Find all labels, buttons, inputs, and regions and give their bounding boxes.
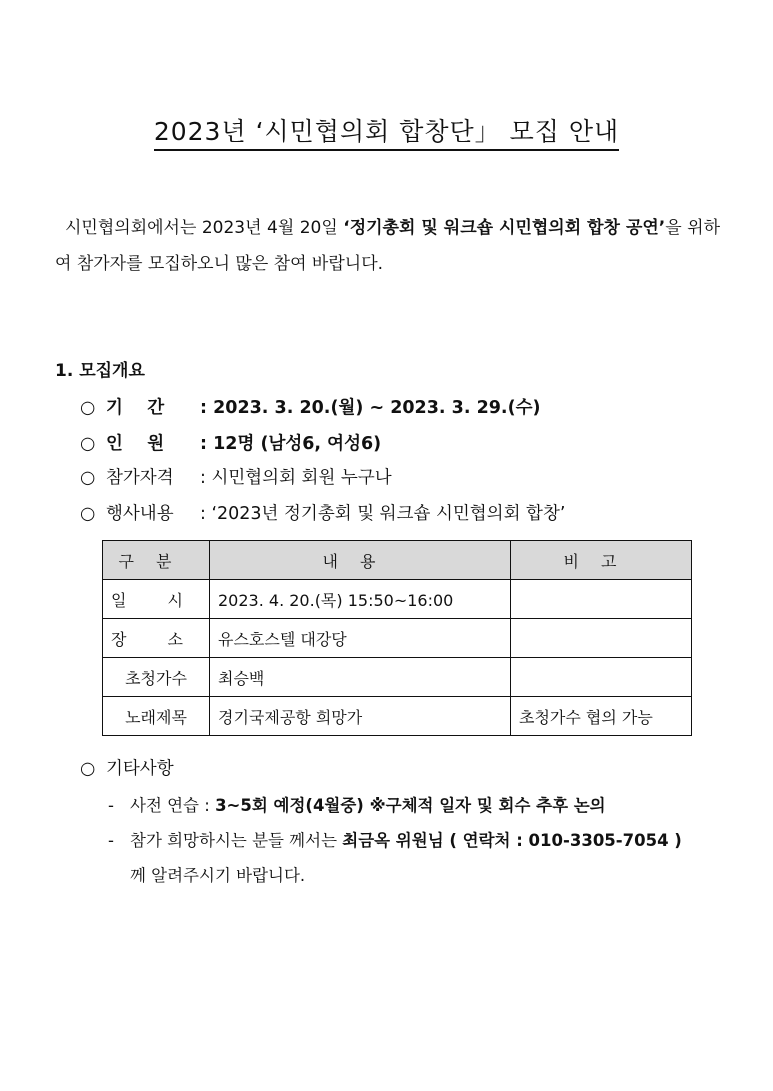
- intro-text-2: 을 위하여 참가자를 모집하오니 많은 참여 바랍니다.: [55, 218, 721, 274]
- circle-bullet-icon: ○: [80, 398, 96, 418]
- table-cell-content: 유스호스텔 대강당: [210, 619, 511, 658]
- misc-item: [80, 755, 174, 780]
- event-content-value: : ‘2023년 정기총회 및 워크숍 시민협의회 합창’: [200, 504, 566, 524]
- misc-label: 기타사항: [106, 759, 174, 779]
- contact-line: [108, 827, 682, 851]
- intro-paragraph: [55, 210, 720, 282]
- table-cell-note: 초청가수 협의 가능: [511, 697, 692, 736]
- table-cell-note: [511, 658, 692, 697]
- table-cell-content: 2023. 4. 20.(목) 15:50~16:00: [210, 580, 511, 619]
- qualification-label: 참가자격: [106, 468, 174, 488]
- table-cell-category: 장 소: [103, 619, 210, 658]
- table-cell-note: [511, 619, 692, 658]
- table-cell-note: [511, 580, 692, 619]
- qualification-value: : 시민협의회 회원 누구나: [200, 468, 392, 488]
- event-content-item: [80, 500, 565, 525]
- table-cell-category: 일 시: [103, 580, 210, 619]
- practice-prefix: 사전 연습 :: [130, 796, 216, 815]
- table-row: [103, 697, 692, 736]
- intro-text-1: 시민협의회에서는 2023년 4월 20일: [65, 218, 344, 238]
- event-content-label: 행사내용: [106, 504, 174, 524]
- document-title: 2023년 ‘시민협의회 합창단」 모집 안내: [0, 112, 773, 148]
- contact-person: 최금옥 위원님 ( 연락처 : 010-3305-7054 ): [342, 831, 682, 850]
- table-row: [103, 619, 692, 658]
- table-header-row: [103, 541, 692, 580]
- practice-detail: 3~5회 예정(4월중) ※구체적 일자 및 회수 추후 논의: [215, 796, 606, 815]
- dash-bullet-icon: -: [108, 796, 114, 815]
- period-value: : 2023. 3. 20.(월) ~ 2023. 3. 29.(수): [200, 398, 541, 418]
- table-cell-content: 경기국제공항 희망가: [210, 697, 511, 736]
- table-cell-category: 초청가수: [103, 658, 210, 697]
- section-heading: 1. 모집개요: [55, 361, 145, 381]
- table-header-category: 구분: [103, 541, 210, 580]
- circle-bullet-icon: ○: [80, 504, 96, 524]
- table-cell-category: 노래제목: [103, 697, 210, 736]
- circle-bullet-icon: ○: [80, 434, 96, 454]
- dash-bullet-icon: -: [108, 831, 114, 850]
- period-label: 기 간: [106, 398, 165, 418]
- people-label: 인 원: [106, 434, 165, 454]
- table-header-content: 내용: [210, 541, 511, 580]
- intro-event-name: ‘정기총회 및 워크숍 시민협의회 합창 공연’: [343, 218, 666, 238]
- contact-line-end: 께 알려주시기 바랍니다.: [130, 866, 306, 885]
- circle-bullet-icon: ○: [80, 468, 96, 488]
- contact-prefix: 참가 희망하시는 분들 께서는: [130, 831, 343, 850]
- schedule-table: [102, 540, 692, 736]
- table-header-note: 비고: [511, 541, 692, 580]
- circle-bullet-icon: ○: [80, 759, 96, 779]
- table-cell-content: 최승백: [210, 658, 511, 697]
- people-item: [80, 430, 381, 455]
- table-row: [103, 658, 692, 697]
- practice-line: [108, 792, 606, 816]
- people-value: : 12명 (남성6, 여성6): [200, 434, 382, 454]
- qualification-item: [80, 464, 392, 489]
- table-row: [103, 580, 692, 619]
- period-item: [80, 394, 540, 419]
